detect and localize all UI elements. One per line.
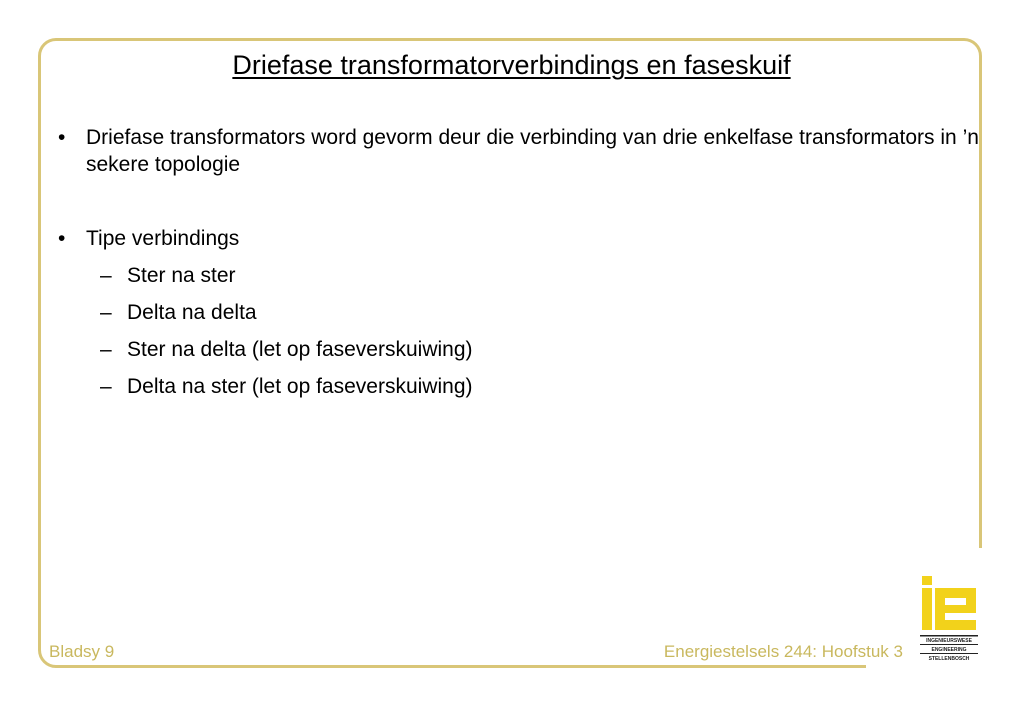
logo-line-2: ENGINEERING xyxy=(931,647,967,653)
logo-line-3: STELLENBOSCH xyxy=(928,656,970,662)
sub-bullet-item xyxy=(50,373,980,400)
dash-mark: – xyxy=(100,338,112,361)
logo-rule xyxy=(920,653,978,654)
sub-bullet-item xyxy=(50,299,980,326)
bullet-text: Driefase transformators word gevorm deur die verbinding van drie enkelfase transformators in ’n sekere topologie xyxy=(86,126,979,176)
sub-bullet-text: Delta na ster (let op faseverskuiwing) xyxy=(127,375,473,398)
bullet-item xyxy=(50,124,980,178)
logo-i-dot xyxy=(922,576,932,585)
bullet-mark: • xyxy=(58,227,66,250)
sub-bullet-item xyxy=(50,262,980,289)
slide-content xyxy=(50,124,980,400)
bullet-mark: • xyxy=(58,126,66,149)
ie-logo xyxy=(916,574,982,664)
footer-page-number: Bladsy 9 xyxy=(49,642,115,661)
logo-line-1: INGENIEURSWESE xyxy=(926,638,972,644)
bullet-text: Tipe verbindings xyxy=(86,227,240,250)
slide-title: Driefase transformatorverbindings en faseskuif xyxy=(232,50,791,80)
logo-rule xyxy=(920,635,978,637)
dash-mark: – xyxy=(100,264,112,287)
logo-i-stem xyxy=(922,588,932,630)
logo-rule xyxy=(920,644,978,645)
dash-mark: – xyxy=(100,301,112,324)
logo-e-shape xyxy=(935,588,976,630)
footer-course-title: Energiestelsels 244: Hoofstuk 3 xyxy=(663,642,903,661)
sub-bullet-item xyxy=(50,336,980,363)
dash-mark: – xyxy=(100,375,112,398)
sub-bullet-text: Ster na delta (let op faseverskuiwing) xyxy=(127,338,473,361)
sub-bullet-text: Delta na delta xyxy=(127,301,257,324)
bullet-item xyxy=(50,225,980,252)
sub-bullet-text: Ster na ster xyxy=(127,264,236,287)
